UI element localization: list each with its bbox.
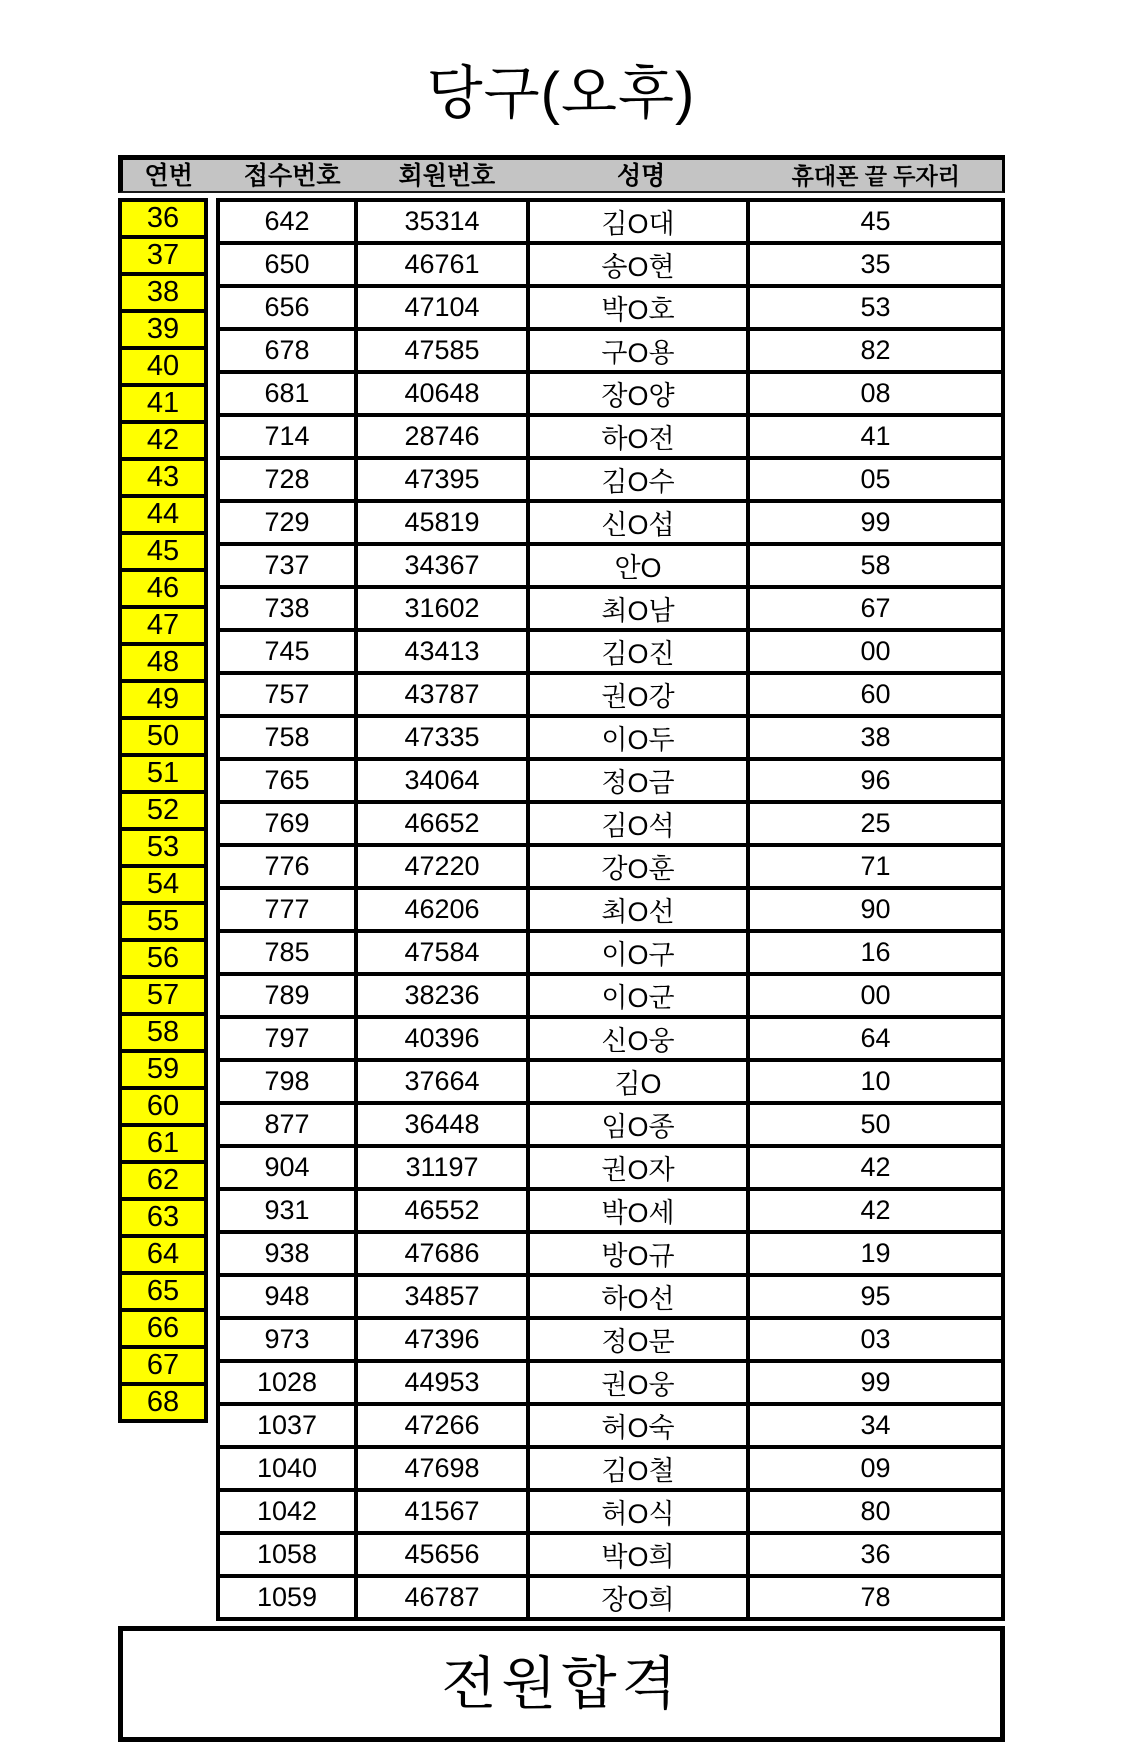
receipt-no-cell: 789 <box>218 974 356 1017</box>
serial-cell: 41 <box>120 385 206 422</box>
receipt-no-cell: 765 <box>218 759 356 802</box>
serial-cell: 62 <box>120 1162 206 1199</box>
table-row <box>218 1404 1003 1447</box>
phone-last2-cell: 19 <box>748 1232 1003 1275</box>
receipt-no-cell: 904 <box>218 1146 356 1189</box>
phone-last2-cell: 03 <box>748 1318 1003 1361</box>
phone-last2-cell: 38 <box>748 716 1003 759</box>
receipt-no-cell: 776 <box>218 845 356 888</box>
receipt-no-cell: 681 <box>218 372 356 415</box>
receipt-no-cell: 769 <box>218 802 356 845</box>
phone-last2-cell: 67 <box>748 587 1003 630</box>
receipt-no-cell: 745 <box>218 630 356 673</box>
table-row <box>218 415 1003 458</box>
name-cell: 권O자 <box>528 1146 748 1189</box>
serial-cell: 60 <box>120 1088 206 1125</box>
serial-row <box>120 792 206 829</box>
receipt-no-cell: 757 <box>218 673 356 716</box>
phone-last2-cell: 36 <box>748 1533 1003 1576</box>
name-cell: 방O규 <box>528 1232 748 1275</box>
member-no-cell: 46787 <box>356 1576 528 1619</box>
phone-last2-cell: 60 <box>748 673 1003 716</box>
member-no-cell: 34064 <box>356 759 528 802</box>
table-row <box>218 974 1003 1017</box>
member-no-cell: 47686 <box>356 1232 528 1275</box>
serial-row <box>120 1236 206 1273</box>
table-row <box>218 1232 1003 1275</box>
serial-cell: 61 <box>120 1125 206 1162</box>
header-name: 성명 <box>616 161 666 190</box>
receipt-no-cell: 931 <box>218 1189 356 1232</box>
name-cell: 이O구 <box>528 931 748 974</box>
member-no-cell: 45656 <box>356 1533 528 1576</box>
member-no-cell: 47584 <box>356 931 528 974</box>
name-cell: 하O전 <box>528 415 748 458</box>
serial-row <box>120 755 206 792</box>
serial-cell: 53 <box>120 829 206 866</box>
serial-row <box>120 311 206 348</box>
table-row <box>218 286 1003 329</box>
receipt-no-cell: 729 <box>218 501 356 544</box>
receipt-no-cell: 642 <box>218 200 356 243</box>
name-cell: 신O섭 <box>528 501 748 544</box>
serial-row <box>120 1051 206 1088</box>
member-no-cell: 47335 <box>356 716 528 759</box>
serial-row <box>120 681 206 718</box>
serial-cell: 40 <box>120 348 206 385</box>
name-cell: 허O숙 <box>528 1404 748 1447</box>
member-no-cell: 47395 <box>356 458 528 501</box>
receipt-no-cell: 973 <box>218 1318 356 1361</box>
table-row <box>218 329 1003 372</box>
serial-row <box>120 866 206 903</box>
receipt-no-cell: 1040 <box>218 1447 356 1490</box>
table-row <box>218 1103 1003 1146</box>
serial-row <box>120 607 206 644</box>
phone-last2-cell: 99 <box>748 1361 1003 1404</box>
serial-row <box>120 459 206 496</box>
name-cell: 임O종 <box>528 1103 748 1146</box>
table-row <box>218 759 1003 802</box>
serial-row <box>120 1199 206 1236</box>
receipt-no-cell: 797 <box>218 1017 356 1060</box>
name-cell: 정O금 <box>528 759 748 802</box>
serial-row <box>120 940 206 977</box>
receipt-no-cell: 656 <box>218 286 356 329</box>
phone-last2-cell: 45 <box>748 200 1003 243</box>
page-title: 당구(오후) <box>426 61 696 126</box>
receipt-no-cell: 728 <box>218 458 356 501</box>
table-row <box>218 458 1003 501</box>
serial-row <box>120 385 206 422</box>
phone-last2-cell: 58 <box>748 544 1003 587</box>
phone-last2-cell: 08 <box>748 372 1003 415</box>
serial-row <box>120 1125 206 1162</box>
name-cell: 장O양 <box>528 372 748 415</box>
serial-row <box>120 496 206 533</box>
serial-row <box>120 829 206 866</box>
phone-last2-cell: 71 <box>748 845 1003 888</box>
name-cell: 장O희 <box>528 1576 748 1619</box>
table-row <box>218 845 1003 888</box>
serial-cell: 49 <box>120 681 206 718</box>
member-no-cell: 46761 <box>356 243 528 286</box>
phone-last2-cell: 95 <box>748 1275 1003 1318</box>
receipt-no-cell: 938 <box>218 1232 356 1275</box>
serial-cell: 52 <box>120 792 206 829</box>
member-no-cell: 46652 <box>356 802 528 845</box>
phone-last2-cell: 35 <box>748 243 1003 286</box>
receipt-no-cell: 714 <box>218 415 356 458</box>
member-no-cell: 40648 <box>356 372 528 415</box>
name-cell: 김O진 <box>528 630 748 673</box>
phone-last2-cell: 42 <box>748 1189 1003 1232</box>
table-row <box>218 372 1003 415</box>
phone-last2-cell: 10 <box>748 1060 1003 1103</box>
results-sheet <box>118 155 1005 1742</box>
phone-last2-cell: 82 <box>748 329 1003 372</box>
receipt-no-cell: 1037 <box>218 1404 356 1447</box>
receipt-no-cell: 678 <box>218 329 356 372</box>
member-no-cell: 47220 <box>356 845 528 888</box>
name-cell: 강O훈 <box>528 845 748 888</box>
footer-text: 전원합격 <box>441 1652 682 1716</box>
data-columns-table <box>216 198 1005 1621</box>
table-row <box>218 501 1003 544</box>
serial-cell: 59 <box>120 1051 206 1088</box>
member-no-cell: 46206 <box>356 888 528 931</box>
phone-last2-cell: 25 <box>748 802 1003 845</box>
name-cell: 하O선 <box>528 1275 748 1318</box>
name-cell: 안O <box>528 544 748 587</box>
serial-row <box>120 1014 206 1051</box>
serial-row <box>120 533 206 570</box>
table-row <box>218 1060 1003 1103</box>
phone-last2-cell: 00 <box>748 630 1003 673</box>
phone-last2-cell: 50 <box>748 1103 1003 1146</box>
table-row <box>218 587 1003 630</box>
name-cell: 김O대 <box>528 200 748 243</box>
phone-last2-cell: 16 <box>748 931 1003 974</box>
member-no-cell: 47104 <box>356 286 528 329</box>
header-phone-last2: 휴대폰 끝 두자리 <box>791 162 960 189</box>
name-cell: 김O수 <box>528 458 748 501</box>
name-cell: 송O현 <box>528 243 748 286</box>
serial-cell: 47 <box>120 607 206 644</box>
phone-last2-cell: 80 <box>748 1490 1003 1533</box>
receipt-no-cell: 738 <box>218 587 356 630</box>
serial-cell: 65 <box>120 1273 206 1310</box>
serial-cell: 51 <box>120 755 206 792</box>
phone-last2-cell: 41 <box>748 415 1003 458</box>
table-row <box>218 1318 1003 1361</box>
member-no-cell: 47266 <box>356 1404 528 1447</box>
receipt-no-cell: 785 <box>218 931 356 974</box>
name-cell: 김O <box>528 1060 748 1103</box>
name-cell: 박O세 <box>528 1189 748 1232</box>
table-row <box>218 1533 1003 1576</box>
table-row <box>218 1447 1003 1490</box>
receipt-no-cell: 1058 <box>218 1533 356 1576</box>
receipt-no-cell: 737 <box>218 544 356 587</box>
serial-number-column <box>118 198 208 1423</box>
table-row <box>218 716 1003 759</box>
serial-cell: 64 <box>120 1236 206 1273</box>
table-body <box>118 198 1005 1621</box>
serial-cell: 55 <box>120 903 206 940</box>
table-row <box>218 1146 1003 1189</box>
serial-row <box>120 718 206 755</box>
serial-cell: 46 <box>120 570 206 607</box>
member-no-cell: 36448 <box>356 1103 528 1146</box>
member-no-cell: 45819 <box>356 501 528 544</box>
serial-cell: 54 <box>120 866 206 903</box>
serial-cell: 43 <box>120 459 206 496</box>
serial-cell: 56 <box>120 940 206 977</box>
serial-cell: 38 <box>120 274 206 311</box>
serial-cell: 39 <box>120 311 206 348</box>
name-cell: 이O군 <box>528 974 748 1017</box>
receipt-no-cell: 758 <box>218 716 356 759</box>
member-no-cell: 37664 <box>356 1060 528 1103</box>
phone-last2-cell: 53 <box>748 286 1003 329</box>
header-receipt-no: 접수번호 <box>243 161 341 190</box>
table-row <box>218 630 1003 673</box>
receipt-no-cell: 877 <box>218 1103 356 1146</box>
member-no-cell: 46552 <box>356 1189 528 1232</box>
phone-last2-cell: 78 <box>748 1576 1003 1619</box>
phone-last2-cell: 05 <box>748 458 1003 501</box>
serial-cell: 57 <box>120 977 206 1014</box>
serial-cell: 68 <box>120 1384 206 1421</box>
member-no-cell: 35314 <box>356 200 528 243</box>
serial-cell: 48 <box>120 644 206 681</box>
member-no-cell: 44953 <box>356 1361 528 1404</box>
name-cell: 최O선 <box>528 888 748 931</box>
serial-cell: 50 <box>120 718 206 755</box>
serial-cell: 42 <box>120 422 206 459</box>
table-row <box>218 1576 1003 1619</box>
name-cell: 정O문 <box>528 1318 748 1361</box>
serial-row <box>120 903 206 940</box>
name-cell: 권O강 <box>528 673 748 716</box>
serial-row <box>120 1310 206 1347</box>
member-no-cell: 31602 <box>356 587 528 630</box>
table-row <box>218 931 1003 974</box>
table-header-row <box>118 155 1005 193</box>
member-no-cell: 47396 <box>356 1318 528 1361</box>
receipt-no-cell: 650 <box>218 243 356 286</box>
header-member-no: 회원번호 <box>398 161 496 190</box>
table-row <box>218 673 1003 716</box>
serial-cell: 67 <box>120 1347 206 1384</box>
table-row <box>218 1490 1003 1533</box>
member-no-cell: 38236 <box>356 974 528 1017</box>
name-cell: 허O식 <box>528 1490 748 1533</box>
table-row <box>218 802 1003 845</box>
serial-row <box>120 422 206 459</box>
name-cell: 구O용 <box>528 329 748 372</box>
phone-last2-cell: 00 <box>748 974 1003 1017</box>
serial-cell: 66 <box>120 1310 206 1347</box>
table-row <box>218 1017 1003 1060</box>
serial-row <box>120 1347 206 1384</box>
member-no-cell: 47585 <box>356 329 528 372</box>
phone-last2-cell: 09 <box>748 1447 1003 1490</box>
phone-last2-cell: 90 <box>748 888 1003 931</box>
receipt-no-cell: 1059 <box>218 1576 356 1619</box>
serial-cell: 63 <box>120 1199 206 1236</box>
serial-row <box>120 237 206 274</box>
name-cell: 권O웅 <box>528 1361 748 1404</box>
member-no-cell: 41567 <box>356 1490 528 1533</box>
table-row <box>218 888 1003 931</box>
name-cell: 신O웅 <box>528 1017 748 1060</box>
table-row <box>218 200 1003 243</box>
member-no-cell: 43787 <box>356 673 528 716</box>
name-cell: 김O석 <box>528 802 748 845</box>
serial-row <box>120 570 206 607</box>
receipt-no-cell: 1028 <box>218 1361 356 1404</box>
phone-last2-cell: 34 <box>748 1404 1003 1447</box>
serial-row <box>120 1273 206 1310</box>
member-no-cell: 43413 <box>356 630 528 673</box>
table-row <box>218 544 1003 587</box>
receipt-no-cell: 1042 <box>218 1490 356 1533</box>
name-cell: 이O두 <box>528 716 748 759</box>
footer-banner <box>118 1626 1005 1742</box>
member-no-cell: 28746 <box>356 415 528 458</box>
serial-cell: 45 <box>120 533 206 570</box>
table-row <box>218 1275 1003 1318</box>
header-serial-no: 연번 <box>144 161 193 190</box>
serial-row <box>120 977 206 1014</box>
serial-row <box>120 1088 206 1125</box>
member-no-cell: 31197 <box>356 1146 528 1189</box>
serial-cell: 44 <box>120 496 206 533</box>
table-row <box>218 243 1003 286</box>
serial-row <box>120 1162 206 1199</box>
serial-row <box>120 348 206 385</box>
name-cell: 박O호 <box>528 286 748 329</box>
table-row <box>218 1189 1003 1232</box>
member-no-cell: 40396 <box>356 1017 528 1060</box>
serial-cell: 36 <box>120 200 206 237</box>
serial-cell: 58 <box>120 1014 206 1051</box>
name-cell: 최O남 <box>528 587 748 630</box>
receipt-no-cell: 948 <box>218 1275 356 1318</box>
phone-last2-cell: 99 <box>748 501 1003 544</box>
name-cell: 김O철 <box>528 1447 748 1490</box>
serial-row <box>120 644 206 681</box>
table-row <box>218 1361 1003 1404</box>
name-cell: 박O희 <box>528 1533 748 1576</box>
serial-row <box>120 1384 206 1421</box>
receipt-no-cell: 798 <box>218 1060 356 1103</box>
serial-cell: 37 <box>120 237 206 274</box>
member-no-cell: 34857 <box>356 1275 528 1318</box>
member-no-cell: 34367 <box>356 544 528 587</box>
serial-row <box>120 200 206 237</box>
phone-last2-cell: 42 <box>748 1146 1003 1189</box>
member-no-cell: 47698 <box>356 1447 528 1490</box>
phone-last2-cell: 96 <box>748 759 1003 802</box>
serial-row <box>120 274 206 311</box>
phone-last2-cell: 64 <box>748 1017 1003 1060</box>
receipt-no-cell: 777 <box>218 888 356 931</box>
